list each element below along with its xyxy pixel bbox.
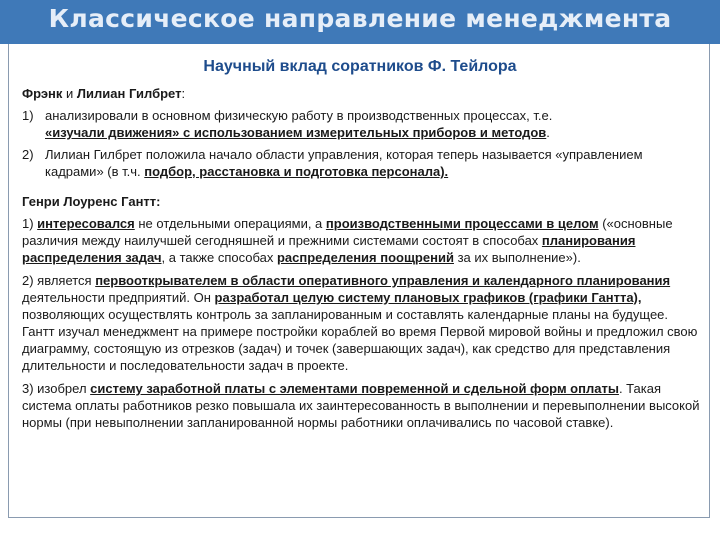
gantt-p1-number: 1)	[22, 216, 38, 231]
content-body	[22, 85, 702, 431]
gantt-p1-text-f: , а также способах	[161, 250, 277, 265]
gantt-p1-highlight-a: интересовался	[37, 216, 135, 231]
gilbreth-item-1	[22, 107, 702, 141]
gantt-p2-text-c: деятельности предприятий. Он	[22, 290, 215, 305]
page-title: Классическое направление менеджмента	[48, 4, 672, 33]
gilbreth-name-frank: Фрэнк	[22, 86, 63, 101]
gantt-paragraph-3	[22, 380, 702, 431]
gantt-p2-text-a: 2) является	[22, 273, 96, 288]
gantt-heading: Генри Лоуренс Гантт:	[22, 194, 161, 209]
gilbreth-item-2	[22, 146, 702, 180]
gilbreth-item-1-end: .	[546, 125, 550, 140]
gantt-paragraph-1	[22, 215, 702, 266]
gantt-p2-highlight-d: разработал целую систему плановых графиков (графики Гантта),	[214, 290, 642, 305]
gantt-p1-highlight-g: распределения поощрений	[276, 250, 454, 265]
gilbreth-heading	[22, 85, 702, 102]
gilbreth-colon: :	[181, 86, 186, 101]
gilbreth-item-2-text: Лилиан Гилбрет положила начало области управления, которая теперь называется «управлением кадрами» (в т.ч.	[45, 147, 643, 179]
gilbreth-name-lillian: Лилиан Гилбрет	[76, 86, 182, 101]
gantt-p2-text-e: позволяющих осуществлять контроль за запланированным и составлять календарные планы на будущее. Гантт изучал менеджмент на примере постройки кораблей во время Первой мировой войны и предложил свою диаграмму, состоящую из отрезков (задач) и точек (завершающих задач), как средство для представления длительности и последовательности задач в проекте.	[22, 307, 698, 373]
gantt-p2-highlight-b: первооткрывателем в области оперативного управления и календарного планирования	[95, 273, 671, 288]
gantt-p3-text-a: 3) изобрел	[22, 381, 91, 396]
gantt-p1-text-d: («основные различия между наилучшей сегодняшней и прежними системами состоят в способах	[22, 216, 673, 248]
section-subtitle: Научный вклад соратников Ф. Тейлора	[203, 58, 517, 75]
gantt-paragraph-2	[22, 272, 702, 374]
gilbreth-item-2-highlight: подбор, расстановка и подготовка персонала).	[144, 164, 449, 179]
gantt-p3-highlight-b: систему заработной платы с элементами повременной и сдельной форм оплаты	[90, 381, 619, 396]
gantt-p1-highlight-c: производственными процессами в целом	[325, 216, 599, 231]
title-banner	[0, 0, 720, 44]
gantt-p1-text-h: за их выполнение»).	[453, 250, 581, 265]
gantt-p1-highlight-e: планирования распределения задач	[22, 233, 636, 265]
gilbreth-item-1-highlight: «изучали движения» с использованием измерительных приборов и методов	[45, 125, 547, 140]
gantt-p3-text-c: . Такая система оплаты работников резко повышала их заинтересованность в выполнении и перевыполнении высокой нормы (при невыполнении запланированной нормы работники оплачивались по часовой ставке).	[22, 381, 700, 430]
gantt-p1-text-b: не отдельными операциями, а	[134, 216, 326, 231]
item-number: 2)	[22, 147, 34, 162]
gilbreth-item-1-text: анализировали в основном физическую работу в производственных процессах, т.е.	[45, 108, 553, 123]
gilbreth-and: и	[62, 86, 77, 101]
item-number: 1)	[22, 108, 34, 123]
